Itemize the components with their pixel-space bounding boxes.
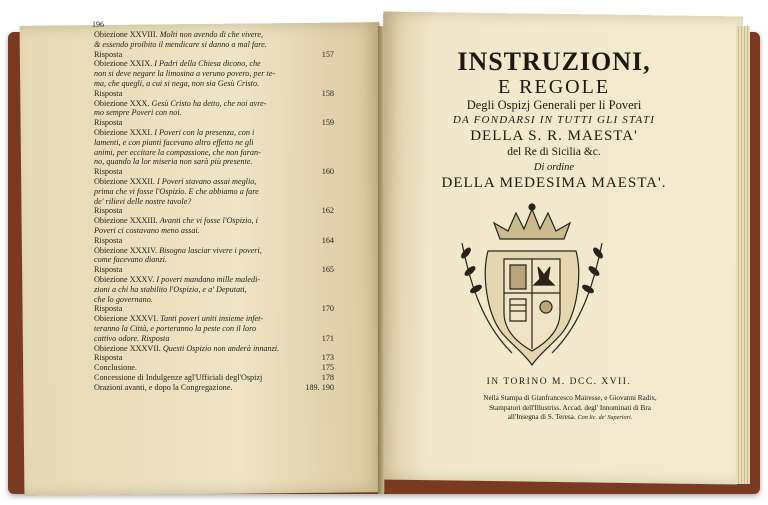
toc-entry [94, 275, 334, 285]
toc-entry [94, 157, 334, 167]
majesty-line-2: DELLA MEDESIMA MAESTA'. [441, 175, 667, 191]
toc-entry [94, 344, 334, 354]
printer-colophon [420, 394, 720, 423]
toc-entry-page: 170 [321, 304, 334, 314]
toc-entry-label: Risposta [94, 265, 123, 275]
toc-entry-text: Molti non avendo di che vivere, [159, 30, 264, 39]
toc-entry-label: Obiezione XXXV. [94, 274, 155, 284]
toc-entry-label: Risposta [94, 353, 123, 363]
toc-entry-page: 178 [321, 372, 334, 382]
toc-entry [94, 148, 334, 158]
toc-entry-text: Poveri ci costavano meno assai. [94, 225, 200, 235]
majesty-line: DELLA S. R. MAESTA' [470, 128, 638, 144]
toc-entry-page: 189. 190 [305, 382, 334, 392]
toc-entry-page: 158 [321, 88, 334, 98]
toc-entry-text: Questi Ospizio non anderà innanzi. [162, 343, 280, 353]
title-page [388, 48, 720, 192]
toc-entry-text: come facevano dianzi. [94, 255, 167, 265]
toc-entry [94, 334, 334, 344]
toc-entry-text: cattivo odore. Risposta [94, 333, 170, 343]
toc-entry-label: Obiezione XXXIII. [94, 216, 158, 226]
printer-line-2: Stampatori dell'Illustriss. Accad. degl' Innominati di Bra [489, 403, 651, 412]
toc-entry [94, 50, 334, 60]
toc-entry-label: Risposta [94, 167, 123, 177]
toc-entry-text: non si deve negare la limosina a veruno povero, per te- [94, 69, 276, 79]
toc-entry-page: 162 [321, 206, 334, 216]
toc-entry-text: Gesù Cristo ha detto, che noi avre- [151, 98, 267, 108]
toc-entry [94, 255, 334, 265]
toc-entry-text: I Poveri con la presenza, con i [154, 127, 255, 137]
toc-entry [94, 363, 334, 373]
toc-entry [94, 197, 334, 207]
title-line-2: E REGOLE [497, 76, 611, 98]
toc-entry-page: 160 [321, 167, 334, 177]
toc-entry [94, 108, 334, 118]
toc-entry [94, 128, 334, 138]
imprint-line: IN TORINO M. DCC. XVII. [486, 377, 632, 387]
left-page-number: 196 [92, 20, 104, 29]
book-gutter [378, 26, 384, 494]
toc-entry-page: 175 [321, 363, 334, 373]
toc-entry-label: Obiezione XXIX. [94, 59, 153, 69]
toc-entry [94, 246, 334, 256]
toc-entry [94, 285, 334, 295]
toc-entry-text: zioni a chi ha stabilito l'Ospizio, e a' Deputati, [94, 284, 247, 294]
toc-entry [94, 187, 334, 197]
toc-entry [94, 353, 334, 363]
toc-entry-label: Obiezione XXX. [94, 98, 150, 108]
toc-entry-text: I Poveri stavano assai meglio, [156, 176, 257, 186]
toc-entry [94, 167, 334, 177]
toc-entry-text: de' rilievi delle nostre tavole? [94, 196, 192, 206]
toc-entry-text: Bisogna lasciar vivere i poveri, [159, 245, 262, 255]
toc-entry-label: Orazioni avanti, e dopo la Congregazione. [94, 382, 233, 392]
toc-entry-label: Obiezione XXXI. [94, 127, 153, 137]
toc-entry-page: 173 [321, 353, 334, 363]
toc-entry [94, 99, 334, 109]
printer-line-1: Nella Stampa di Gianfrancesco Mairesse, e Giovanni Radix, [483, 394, 657, 402]
toc-entry [94, 138, 334, 148]
toc-entry [94, 304, 334, 314]
toc-entry [94, 89, 334, 99]
printer-line-3 [420, 413, 720, 423]
table-of-contents [94, 30, 334, 392]
order-line: Di ordine [533, 162, 575, 173]
toc-entry [94, 118, 334, 128]
toc-entry [94, 373, 334, 383]
toc-entry-label: Conclusione. [94, 363, 137, 373]
toc-entry-page: 171 [321, 333, 334, 343]
toc-entry-label: Risposta [94, 88, 123, 98]
toc-entry-label: Concessione di Indulgenze agl'Ufficiali degl'Ospizj [94, 372, 263, 382]
toc-entry-page: 164 [321, 235, 334, 245]
coat-of-arms-emblem [452, 203, 612, 373]
toc-entry-label: Risposta [94, 118, 123, 128]
toc-entry-text: ma, che quegli, a cui si nega, non sia Gesù Cristo. [94, 78, 260, 88]
privilege-note: Con lic. de' Superiori. [577, 414, 633, 421]
toc-entry [94, 216, 334, 226]
toc-entry-label: Obiezione XXXII. [94, 176, 155, 186]
toc-entry-text: I Padri della Chiesa dicono, che [154, 59, 261, 69]
toc-entry-text: Avanti che vi fosse l'Ospizio, i [159, 216, 258, 226]
toc-entry [94, 226, 334, 236]
subtitle-line-2: DA FONDARSI IN TUTTI GLI STATI [452, 114, 656, 126]
toc-entry-text: teranno la Città, e porteranno la peste con il loro [94, 323, 257, 333]
toc-entry [94, 236, 334, 246]
printer-address: all'Insegna di S. Teresa. [507, 413, 576, 421]
toc-entry-text: animi, per eccitare la compassione, che non faran- [94, 147, 261, 157]
toc-entry-label: Obiezione XXXVI. [94, 314, 159, 324]
toc-entry-text: che lo governano. [94, 294, 153, 304]
toc-entry-label: Risposta [94, 235, 123, 245]
toc-entry-text: mo sempre Poveri con noi. [94, 108, 182, 118]
toc-entry-label: Risposta [94, 304, 123, 314]
toc-entry [94, 79, 334, 89]
toc-entry-text: I poveri mandano mille maledi- [156, 274, 261, 284]
toc-entry [94, 40, 334, 50]
toc-entry-text: & essendo proibito il mendicare si danno a mal fare. [94, 39, 267, 49]
toc-entry [94, 206, 334, 216]
toc-entry [94, 177, 334, 187]
subtitle-line: Degli Ospizj Generali per li Poveri [466, 98, 642, 112]
toc-entry [94, 59, 334, 69]
toc-entry [94, 30, 334, 40]
toc-entry-label: Obiezione XXXVII. [94, 343, 161, 353]
toc-entry-label: Obiezione XXXIV. [94, 245, 158, 255]
toc-entry-label: Obiezione XXVIII. [94, 30, 158, 39]
toc-entry-page: 159 [321, 118, 334, 128]
page-edges [736, 26, 750, 484]
toc-entry [94, 314, 334, 324]
title-line-1: INSTRUZIONI, [457, 47, 651, 76]
toc-entry-page: 157 [321, 49, 334, 59]
toc-entry [94, 265, 334, 275]
king-line: del Re di Sicilia &c. [507, 146, 601, 158]
toc-entry-text: lamenti, e con pianti facevano altro effetto ne gli [94, 137, 254, 147]
toc-entry [94, 324, 334, 334]
toc-entry-label: Risposta [94, 206, 123, 216]
toc-entry-text: Tanti poveri uniti insieme infet- [160, 314, 264, 324]
toc-entry-label: Risposta [94, 49, 123, 59]
toc-entry [94, 383, 334, 393]
toc-entry-text: prima che vi fosse l'Ospizio. E che abbiamo a fare [94, 186, 259, 196]
toc-entry [94, 69, 334, 79]
toc-entry [94, 295, 334, 305]
toc-entry-text: no, quando la lor miseria non sarà più presente. [94, 157, 253, 167]
toc-entry-page: 165 [321, 265, 334, 275]
